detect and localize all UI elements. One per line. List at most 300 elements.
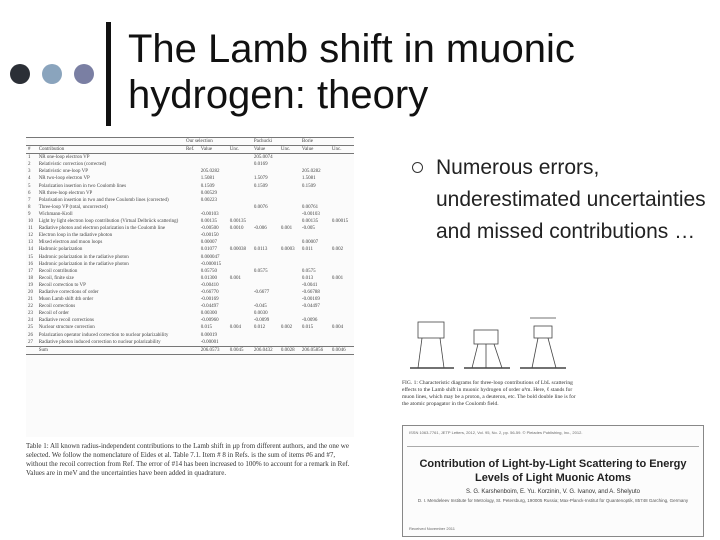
- table-cell: [252, 332, 279, 339]
- table-cell: 0.002: [331, 247, 344, 253]
- table-cell: 0.004: [331, 325, 344, 331]
- table-row: [26, 261, 354, 268]
- group-header: Borie: [300, 138, 354, 146]
- table-cell: [252, 339, 279, 347]
- table-cell: -0.045: [253, 304, 267, 310]
- table-cell: [184, 317, 199, 324]
- table-cell: 0.00007: [301, 240, 319, 246]
- group-header: Pachucki: [252, 138, 300, 146]
- table-cell: 0.1509: [301, 183, 316, 189]
- table-cell: 10: [28, 219, 33, 225]
- table-cell: [252, 190, 279, 197]
- table-group-header: [26, 138, 354, 146]
- table-cell: [228, 289, 252, 296]
- table-cell: 7: [28, 197, 31, 203]
- table-cell: 0.0169: [253, 162, 268, 168]
- table-cell: 9: [28, 211, 31, 217]
- table-row: [26, 168, 354, 175]
- table-cell: [300, 310, 330, 317]
- table-cell: -0.00103: [200, 211, 219, 217]
- table-cell: [279, 190, 300, 197]
- table-row: [26, 197, 354, 204]
- table-header-row: [26, 146, 354, 154]
- table-cell: [279, 183, 300, 190]
- table-cell: [279, 339, 300, 347]
- table-cell: Radiative photon and electron polarization in the Coulomb line: [38, 226, 166, 232]
- table-cell: [279, 232, 300, 239]
- table-cell: Relativistic correction (corrected): [38, 162, 107, 168]
- table-cell: [330, 261, 354, 268]
- table-row: [26, 204, 354, 211]
- table-cell: 18: [28, 275, 33, 281]
- table-cell: [184, 339, 199, 347]
- table-cell: [279, 268, 300, 275]
- table-cell: 1.5081: [301, 176, 316, 182]
- table-cell: -0.66770: [200, 289, 219, 295]
- table-row: [26, 175, 354, 182]
- table-row: [26, 289, 354, 296]
- paper-authors: S. G. Karshenboim, E. Yu. Korzinin, V. G. Ivanov, and A. Shelyuto: [466, 489, 640, 495]
- table-cell: 205.0282: [301, 169, 321, 175]
- table-cell: [184, 296, 199, 303]
- table-cell: [252, 261, 279, 268]
- table-cell: -0.005: [301, 226, 315, 232]
- table-row: [26, 275, 354, 282]
- table-cell: Hadronic polarization in the radiative photon: [38, 261, 129, 267]
- table-cell: 0.0030: [253, 311, 268, 317]
- table-cell: -0.04497: [200, 304, 219, 310]
- table-row: [26, 154, 354, 162]
- table-cell: -0.04497: [301, 304, 320, 310]
- table-cell: Relativistic one-loop VP: [38, 169, 89, 175]
- table-cell: NR one-loop electron VP: [38, 155, 90, 161]
- table-cell: [330, 225, 354, 232]
- table-cell: [252, 211, 279, 218]
- table-cell: [279, 317, 300, 324]
- table-cell: [330, 268, 354, 275]
- table-cell: Nuclear structure correction: [38, 325, 95, 331]
- table-cell: [184, 324, 199, 331]
- table-row: [26, 183, 354, 190]
- table-cell: 0.01300: [200, 275, 218, 281]
- table-cell: [330, 303, 354, 310]
- column-header: Unc.: [228, 146, 252, 154]
- table-cell: 0.00038: [229, 247, 247, 253]
- table-cell: [330, 282, 354, 289]
- table-cell: [279, 332, 300, 339]
- table-cell: NR three-loop electron VP: [38, 190, 93, 196]
- table-cell: [184, 211, 199, 218]
- column-header: Value: [199, 146, 228, 154]
- table-cell: 22: [28, 304, 33, 310]
- table-cell: 205.0074: [253, 155, 273, 161]
- table-cell: [300, 197, 330, 204]
- table-cell: [228, 332, 252, 339]
- table-cell: 0.00015: [331, 219, 349, 225]
- table-cell: Hadronic polarization: [38, 247, 83, 253]
- table-cell: -0.00001: [200, 339, 219, 345]
- table-cell: [184, 190, 199, 197]
- table-cell: 0.0046: [330, 346, 354, 354]
- table-cell: [330, 296, 354, 303]
- table-cell: [184, 232, 199, 239]
- table-cell: [228, 232, 252, 239]
- table-cell: [330, 317, 354, 324]
- diagram-a: [410, 322, 454, 368]
- table-cell: [184, 197, 199, 204]
- table-cell: [279, 154, 300, 162]
- table-cell: -0.00960: [200, 318, 219, 324]
- table-cell: [279, 303, 300, 310]
- table-caption: Table 1: All known radius-independent contributions to the Lamb shift in μp from different authors, and the one we selected. We follow the nomenclature of Eides et al. Table 7.1. Item # 8 in Refs. is the sum of items #6 and #7, without the recoil correction from Ref. The error of #14 has been increased to 100% to account for a remark in Ref. Values are in meV and the uncertainties have been added in quadrature.: [26, 442, 350, 477]
- table-cell: [330, 232, 354, 239]
- table-cell: 5: [28, 183, 31, 189]
- decorative-dot-purple: [74, 64, 94, 84]
- table-cell: Polarization insertion in two Coulomb lines: [38, 183, 127, 189]
- table-cell: -0.00410: [200, 282, 219, 288]
- table-cell: Sum: [37, 346, 184, 354]
- table-cell: [184, 161, 199, 168]
- paper-excerpt: [402, 425, 704, 537]
- table-cell: [279, 197, 300, 204]
- table-cell: [228, 282, 252, 289]
- table-cell: 26: [28, 332, 33, 338]
- table-cell: Light by light electron loop contribution (Virtual Delbrück scattering): [38, 219, 179, 225]
- table-cell: 0.00019: [200, 332, 218, 338]
- table-cell: [330, 154, 354, 162]
- table-cell: [330, 339, 354, 347]
- bullet-text: Numerous errors, underestimated uncertainties and missed contributions …: [436, 156, 706, 243]
- table-cell: [228, 204, 252, 211]
- column-header: #: [26, 146, 37, 154]
- table-cell: [279, 296, 300, 303]
- table-cell: [228, 197, 252, 204]
- table-cell: Radiative recoil corrections: [38, 318, 94, 324]
- table-cell: [184, 204, 199, 211]
- figure-caption: FIG. 1: Characteristic diagrams for three-loop contributions of LbL scattering effects to the Lamb shift in muonic hydrogen of order α³m. Here, ℓ stands for muon lines, which may be a proton, a deuteron, etc. The bold double line is for the atomic propagator in the Coulomb field.: [402, 380, 576, 407]
- table-cell: 1.5079: [253, 176, 268, 182]
- table-cell: [228, 296, 252, 303]
- table-cell: [279, 239, 300, 246]
- table-cell: [184, 154, 199, 162]
- table-cell: [228, 183, 252, 190]
- table-cell: [184, 239, 199, 246]
- table-cell: 0.00223: [200, 197, 218, 203]
- table-cell: [330, 168, 354, 175]
- table-cell: [184, 225, 199, 232]
- column-header: Unc.: [330, 146, 354, 154]
- table-cell: Electron loop in the radiative photon: [38, 233, 113, 239]
- table-cell: 0.011: [301, 247, 313, 253]
- table-cell: [279, 289, 300, 296]
- table-cell: 0.0045: [228, 346, 252, 354]
- table-cell: Recoil contribution: [38, 268, 78, 274]
- table-cell: [252, 239, 279, 246]
- paper-title: Contribution of Light-by-Light Scattering to Energy Levels of Light Muonic Atoms: [419, 458, 687, 484]
- table-cell: [228, 190, 252, 197]
- table-cell: 206.0573: [199, 346, 228, 354]
- table-cell: [199, 161, 228, 168]
- table-cell: [252, 254, 279, 261]
- paper-footer: Received November 2011: [409, 526, 455, 531]
- table-cell: -0.00103: [301, 211, 320, 217]
- table-cell: 0.1509: [200, 183, 215, 189]
- table-cell: [330, 332, 354, 339]
- table-cell: [184, 332, 199, 339]
- table-cell: 0.0575: [301, 268, 316, 274]
- table-cell: [184, 303, 199, 310]
- table-cell: 8: [28, 204, 31, 210]
- table-cell: Polarization operator induced correction to nuclear polarizability: [38, 332, 169, 338]
- table-row: [26, 225, 354, 232]
- table-cell: 21: [28, 297, 33, 303]
- table-cell: Wichmann-Kroll: [38, 211, 73, 217]
- table-row: [26, 324, 354, 331]
- table-cell: [228, 339, 252, 347]
- table-cell: -0.6677: [253, 289, 270, 295]
- table-cell: [330, 190, 354, 197]
- table-cell: [26, 346, 37, 354]
- table-cell: [228, 254, 252, 261]
- table-cell: [184, 261, 199, 268]
- table-cell: 13: [28, 240, 33, 246]
- diagram-c: [520, 318, 566, 368]
- title-divider-bar: [106, 22, 111, 126]
- table-cell: [228, 175, 252, 182]
- table-cell: -0.00150: [200, 233, 219, 239]
- table-cell: -0.00500: [200, 226, 219, 232]
- table-cell: 25: [28, 325, 33, 331]
- table-cell: [279, 211, 300, 218]
- table-row: [26, 296, 354, 303]
- table-cell: [330, 211, 354, 218]
- table-cell: [184, 310, 199, 317]
- table-cell: 0.00761: [301, 204, 319, 210]
- table-cell: 206.05856: [300, 346, 330, 354]
- table-cell: Hadronic polarization in the radiative photon: [38, 254, 129, 260]
- table-row: [26, 317, 354, 324]
- table-cell: [300, 332, 330, 339]
- table-cell: Recoil, finite size: [38, 275, 74, 281]
- table-cell: Muon Lamb shift 4th order: [38, 297, 94, 303]
- table-row: [26, 218, 354, 225]
- table-cell: [184, 275, 199, 282]
- table-cell: 24: [28, 318, 33, 324]
- table-cell: 6: [28, 190, 31, 196]
- table-cell: -0.00169: [200, 297, 219, 303]
- table-cell: 0.001: [280, 226, 293, 232]
- table-cell: -0.006: [253, 226, 267, 232]
- table-cell: [252, 275, 279, 282]
- table-cell: [252, 282, 279, 289]
- table-cell: 0.0575: [253, 268, 268, 274]
- table-cell: Mixed electron and muon loops: [38, 240, 103, 246]
- table-cell: [300, 190, 330, 197]
- table-cell: [300, 232, 330, 239]
- column-header: Contribution: [37, 146, 184, 154]
- decorative-dot-dark: [10, 64, 30, 84]
- table-cell: 3: [28, 169, 31, 175]
- table-cell: 2: [28, 162, 31, 168]
- column-header: Value: [300, 146, 330, 154]
- table-cell: 4: [28, 176, 31, 182]
- table-cell: 0.012: [253, 325, 266, 331]
- table-cell: -0.0041: [301, 282, 318, 288]
- table-cell: [279, 310, 300, 317]
- table-cell: [279, 204, 300, 211]
- table-cell: Radiative photon induced correction to nuclear polarizability: [38, 339, 161, 345]
- table-cell: [228, 268, 252, 275]
- table-cell: [300, 254, 330, 261]
- table-row: [26, 310, 354, 317]
- table-cell: [300, 339, 330, 347]
- column-header: Unc.: [279, 146, 300, 154]
- table-cell: [228, 211, 252, 218]
- table-row: [26, 332, 354, 339]
- table-cell: [330, 161, 354, 168]
- table-cell: 0.00135: [229, 219, 247, 225]
- table-cell: [228, 261, 252, 268]
- table-cell: 0.0003: [280, 247, 295, 253]
- table-cell: -0.66788: [301, 289, 320, 295]
- table-row: [26, 282, 354, 289]
- table-cell: [330, 239, 354, 246]
- table-cell: 0.00529: [200, 190, 218, 196]
- table-cell: [330, 310, 354, 317]
- table-cell: 0.00135: [200, 219, 218, 225]
- table-row: [26, 339, 354, 347]
- table-cell: [199, 154, 228, 162]
- table-cell: [228, 310, 252, 317]
- table-cell: Recoil of order: [38, 311, 69, 317]
- table-cell: -0.000015: [200, 261, 222, 267]
- diagram-b: [464, 330, 510, 368]
- table-cell: -0.0096: [301, 318, 318, 324]
- table-cell: 0.004: [229, 325, 242, 331]
- table-cell: -0.00169: [301, 297, 320, 303]
- lamb-shift-table: [26, 137, 354, 437]
- table-row: [26, 268, 354, 275]
- table-cell: 0.00135: [301, 219, 319, 225]
- table-cell: 0.0028: [279, 346, 300, 354]
- table-cell: [184, 254, 199, 261]
- table-cell: [279, 254, 300, 261]
- table-cell: [184, 289, 199, 296]
- table-cell: 0.00007: [200, 240, 218, 246]
- table-cell: 16: [28, 261, 33, 267]
- table-cell: [228, 317, 252, 324]
- divider: [407, 446, 699, 447]
- table-cell: 27: [28, 339, 33, 345]
- table-cell: 0.015: [200, 325, 213, 331]
- table-cell: 0.0076: [253, 204, 268, 210]
- table-cell: [330, 204, 354, 211]
- table-cell: [279, 261, 300, 268]
- table-cell: [300, 261, 330, 268]
- table-cell: 0.013: [301, 275, 314, 281]
- table-cell: 0.002: [280, 325, 293, 331]
- table-cell: -0.0099: [253, 318, 270, 324]
- table-cell: 205.0282: [200, 169, 220, 175]
- table-cell: 0.1509: [253, 183, 268, 189]
- table-cell: [228, 161, 252, 168]
- table-row: [26, 190, 354, 197]
- table-cell: Polarisation insertion in two and three Coulomb lines (corrected): [38, 197, 169, 203]
- table-cell: [300, 154, 330, 162]
- table-cell: 14: [28, 247, 33, 253]
- table-cell: [184, 168, 199, 175]
- table-cell: [252, 168, 279, 175]
- table-cell: [252, 232, 279, 239]
- table-row: [26, 161, 354, 168]
- table-cell: 206.0432: [252, 346, 279, 354]
- table-cell: [228, 154, 252, 162]
- table-sum-row: [26, 346, 354, 354]
- table-cell: 0.01077: [200, 247, 218, 253]
- table-cell: [199, 204, 228, 211]
- table-cell: [279, 161, 300, 168]
- table-cell: [330, 197, 354, 204]
- table-cell: [228, 303, 252, 310]
- table-cell: [184, 183, 199, 190]
- table-cell: [228, 239, 252, 246]
- table-cell: NR two-loop electron VP: [38, 176, 90, 182]
- table-cell: 0.015: [301, 325, 314, 331]
- table-cell: 0.0113: [253, 247, 268, 253]
- table-cell: 20: [28, 289, 33, 295]
- group-header: Our selection: [184, 138, 252, 146]
- table-cell: [184, 175, 199, 182]
- table-cell: [300, 161, 330, 168]
- table-cell: 11: [28, 226, 33, 232]
- table-cell: 0.05750: [200, 268, 218, 274]
- table-cell: [279, 175, 300, 182]
- table-cell: [184, 346, 199, 354]
- slide-title: The Lamb shift in muonic hydrogen: theory: [128, 27, 575, 117]
- table-cell: [279, 275, 300, 282]
- paper-header: ISSN 1063-7761, JETP Letters, 2012, Vol. 95, No. 2, pp. 56-59. © Pleiades Publishing, Inc., 2012.: [409, 430, 583, 435]
- table-row: [26, 239, 354, 246]
- table-cell: [279, 218, 300, 225]
- table-cell: [184, 268, 199, 275]
- table-cell: [330, 183, 354, 190]
- table-cell: 15: [28, 254, 33, 260]
- table-cell: [330, 289, 354, 296]
- table-cell: Three-loop VP (total, uncorrected): [38, 204, 108, 210]
- table-row: [26, 232, 354, 239]
- table-cell: 0.001: [331, 275, 344, 281]
- table-cell: [252, 296, 279, 303]
- table-row: [26, 303, 354, 310]
- bullet-circle-icon: [412, 162, 423, 173]
- table-cell: [279, 168, 300, 175]
- table-cell: 1: [28, 155, 31, 161]
- table-cell: 0.0010: [229, 226, 244, 232]
- table-cell: Recoil correction to VP: [38, 282, 86, 288]
- feynman-diagrams: [404, 312, 572, 378]
- table-cell: [228, 168, 252, 175]
- column-header: Value: [252, 146, 279, 154]
- paper-affiliation: D. I. Mendeleev Institute for Metrology, St. Petersburg, 190005 Russia; Max-Planck-Institut für Quantenoptik, 85748 Garching, Germany: [417, 498, 689, 503]
- decorative-dot-light-blue: [42, 64, 62, 84]
- table-cell: 0.000047: [200, 254, 220, 260]
- table-cell: [330, 175, 354, 182]
- table-cell: [279, 282, 300, 289]
- table-cell: [184, 282, 199, 289]
- table-cell: 0.00300: [200, 311, 218, 317]
- table-row: [26, 211, 354, 218]
- table-cell: 17: [28, 268, 33, 274]
